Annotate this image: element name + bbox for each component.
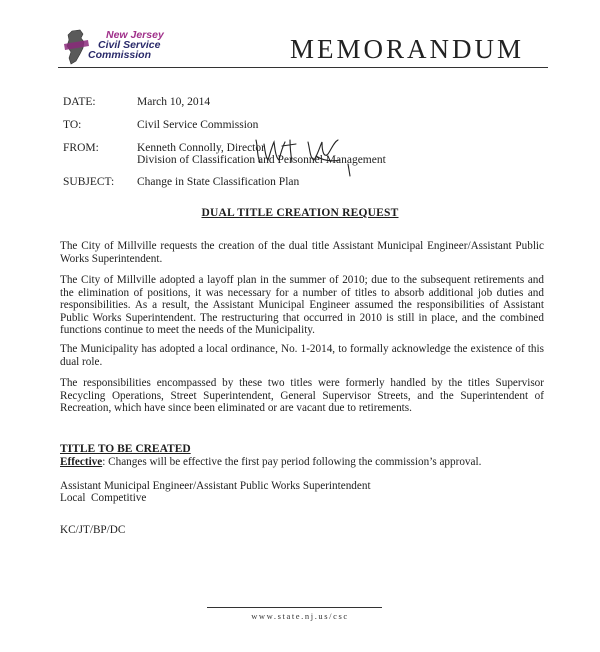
effective-text: : Changes will be effective the first pay period following the commission’s approval. — [102, 456, 482, 468]
effective-label: Effective — [60, 456, 103, 468]
title-to-be-created-heading: TITLE TO BE CREATED — [60, 443, 191, 455]
request-heading: DUAL TITLE CREATION REQUEST — [201, 207, 399, 219]
paragraph-2: The City of Millville adopted a layoff plan in the summer of 2010; due to the subsequent retirements and the elimination of positions, it was necessary for a number of titles to absorb additional job duties and responsibilities. As a result, the Assistant Municipal Engineer assumed the responsibilities of Assistant Public Works Superintendent. The restructuring that occurred in 2010 is still in place, and the combined functions continue to meet the needs of the Municipality. — [60, 274, 544, 337]
logo-line-2: Civil Service — [98, 39, 161, 51]
title-type: Local Competitive — [60, 492, 147, 504]
paragraph-3: The Municipality has adopted a local ordinance, No. 1-2014, to formally acknowledge the existence of this dual role. — [60, 343, 544, 368]
paragraph-4: The responsibilities encompassed by these two titles were formerly handled by the titles Supervisor Recycling Operations, Street Superintendent, General Supervisor Streets, and the Superintendent of Recreation, which have since been eliminated or are vacant due to retirements. — [60, 377, 544, 415]
subject-value: Change in State Classification Plan — [137, 176, 300, 188]
subject-label: SUBJECT: — [63, 176, 115, 188]
logo-text — [88, 30, 164, 60]
to-value: Civil Service Commission — [137, 119, 259, 131]
from-value-name: Kenneth Connolly, Director — [137, 142, 265, 154]
memo-title: MEMORANDUM — [290, 34, 525, 64]
from-value-division: Division of Classification and Personnel Management — [137, 154, 386, 166]
date-value: March 10, 2014 — [137, 96, 211, 108]
from-label: FROM: — [63, 142, 99, 154]
author-initials: KC/JT/BP/DC — [60, 524, 126, 536]
logo-line-3: Commission — [88, 49, 152, 61]
paragraph-1: The City of Millville requests the creation of the dual title Assistant Municipal Engineer/Assistant Public Works Superintendent. — [60, 240, 544, 265]
handwritten-signature — [252, 134, 362, 178]
nj-csc-logo — [58, 28, 198, 68]
logo-line-1: New Jersey — [106, 29, 164, 41]
date-label: DATE: — [63, 96, 96, 108]
dual-title-name: Assistant Municipal Engineer/Assistant Public Works Superintendent — [60, 480, 371, 492]
header-divider — [58, 67, 548, 68]
to-label: TO: — [63, 119, 82, 131]
footer-url: www.state.nj.us/csc — [251, 611, 349, 621]
effective-statement — [60, 456, 550, 469]
footer-divider — [207, 607, 382, 608]
